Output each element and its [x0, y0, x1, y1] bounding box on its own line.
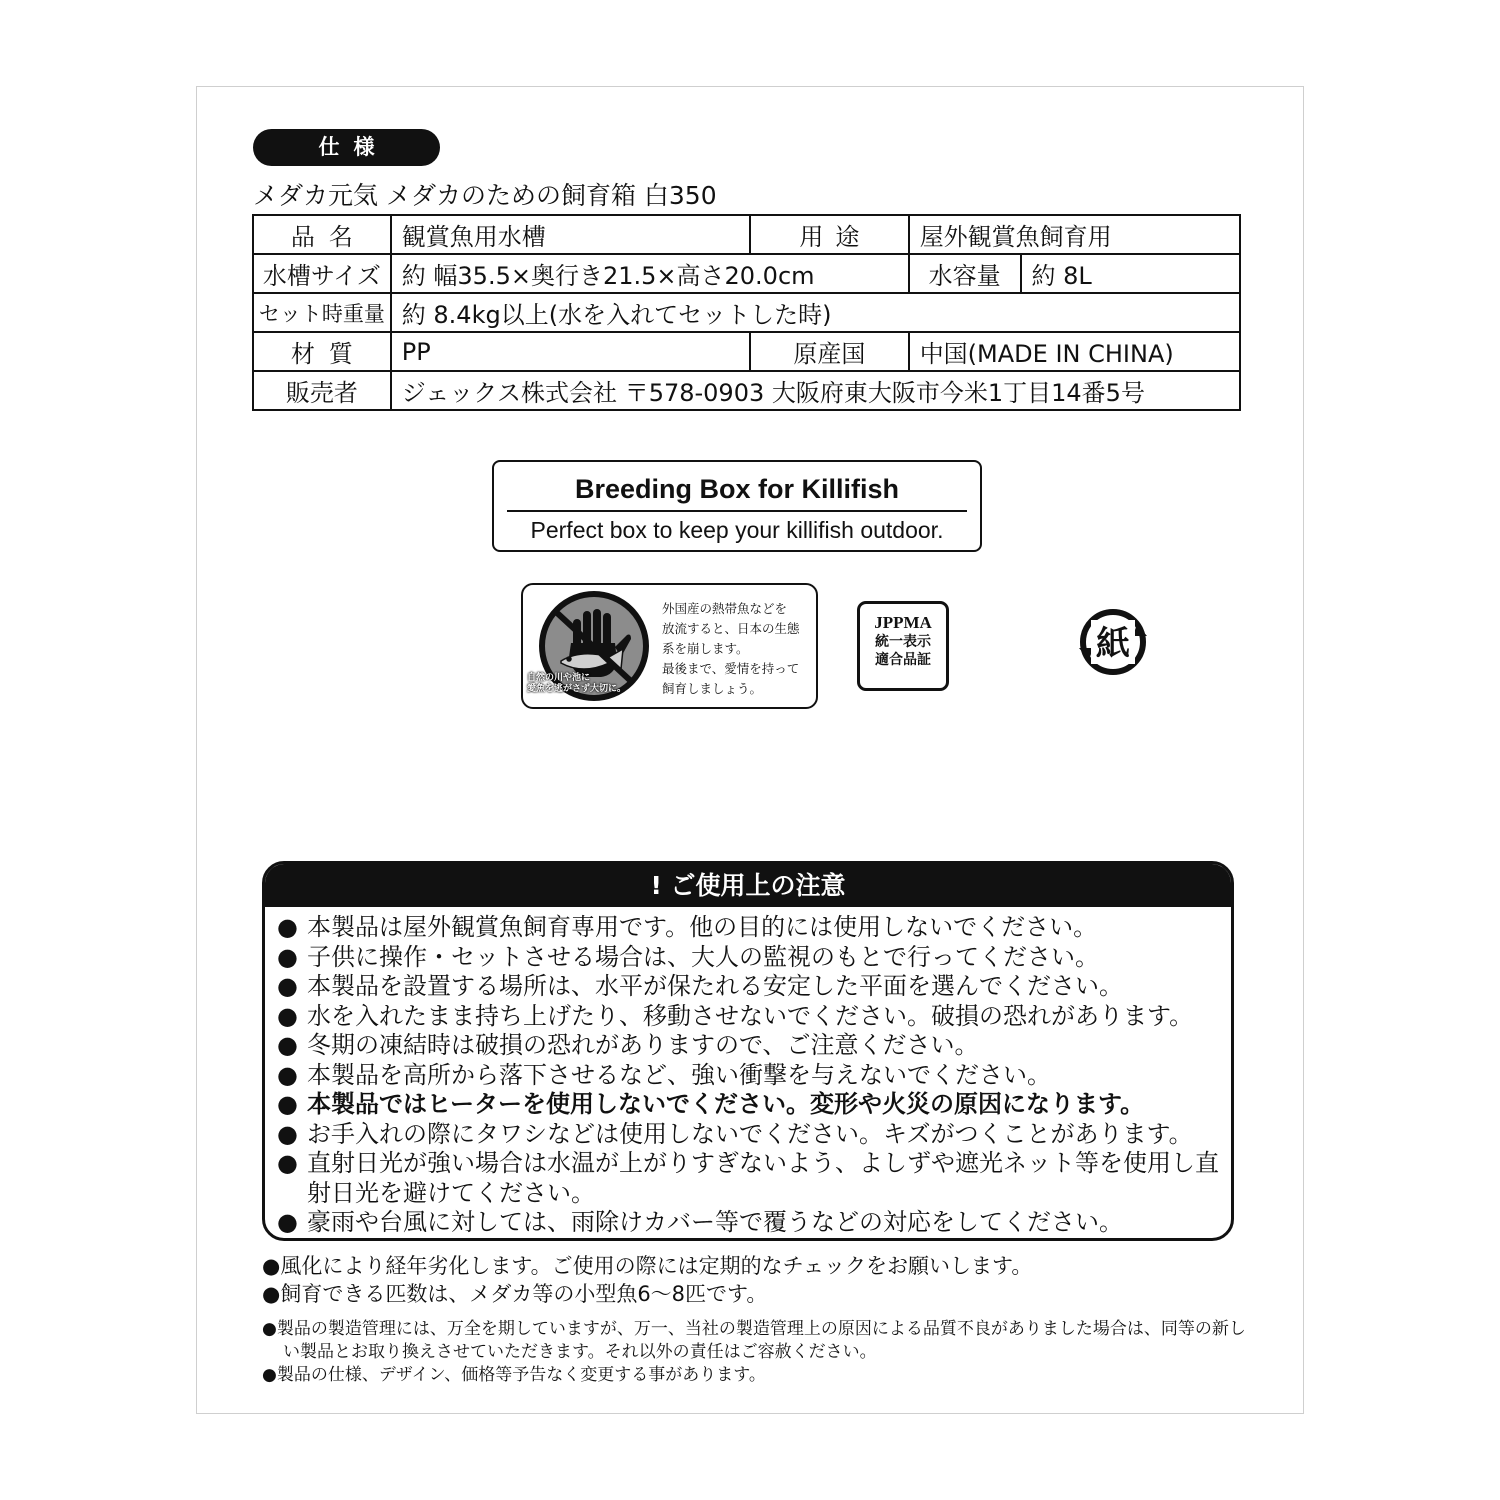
seller-value: ジェックス株式会社 〒578-0903 大阪府東大阪市今米1丁目14番5号: [391, 371, 1240, 410]
note-item: ● 風化により経年劣化します。ご使用の際には定期的なチェックをお願いします。: [262, 1252, 1032, 1280]
english-subtitle: Perfect box to keep your killifish outdoor.: [530, 517, 944, 543]
jppma-line2: 統一表示: [875, 634, 931, 650]
release-warning-mark: [521, 583, 818, 709]
note-item: ● 飼育できる匹数は、メダカ等の小型魚6〜8匹です。: [262, 1280, 1032, 1308]
product-name: メダカ元気 メダカのための飼育箱 白350: [253, 181, 717, 210]
spec-heading: 仕様: [253, 129, 440, 166]
caution-item: ● 本製品を設置する場所は、水平が保たれる安定した平面を選んでください。: [277, 972, 1231, 1002]
caution-item: ● 水を入れたまま持ち上げたり、移動させないでください。破損の恐れがあります。: [277, 1002, 1231, 1032]
jppma-certification-mark: [857, 601, 949, 691]
item-name-label: 品名: [253, 215, 391, 254]
tank-size-label: 水槽サイズ: [253, 254, 391, 293]
spec-row-item: [253, 215, 1240, 254]
caution-item: ● 本製品を高所から落下させるなど、強い衝撃を与えないでください。: [277, 1061, 1231, 1091]
caution-item: ● 直射日光が強い場合は水温が上がりすぎないよう、よしずや遮光ネット等を使用し直射日光を避けてください。: [277, 1149, 1231, 1208]
use-value: 屋外観賞魚飼育用: [909, 215, 1240, 254]
tank-size-value: 約 幅35.5×奥行き21.5×高さ20.0cm: [391, 254, 909, 293]
spec-row-weight: [253, 293, 1240, 332]
caution-item: ● 豪雨や台風に対しては、雨除けカバー等で覆うなどの対応をしてください。: [277, 1208, 1231, 1238]
fine-print-list: [262, 1318, 1252, 1387]
caution-box: [262, 861, 1234, 1241]
origin-value: 中国(MADE IN CHINA): [909, 332, 1240, 371]
seller-label: 販売者: [253, 371, 391, 410]
english-divider: [507, 510, 967, 512]
material-label: 材質: [253, 332, 391, 371]
use-label: 用途: [750, 215, 909, 254]
origin-label: 原産国: [750, 332, 909, 371]
capacity-label: 水容量: [909, 254, 1021, 293]
capacity-value: 約 8L: [1021, 254, 1240, 293]
paper-glyph: 紙: [1096, 624, 1130, 664]
spec-row-seller: [253, 371, 1240, 410]
material-value: PP: [391, 332, 750, 371]
spec-row-material: [253, 332, 1240, 371]
jppma-line3: 適合品証: [875, 652, 931, 668]
english-title: Breeding Box for Killifish: [574, 474, 900, 504]
release-warning-text: 外国産の熱帯魚などを 放流すると、日本の生態 系を崩します。 最後まで、愛情を持って 飼育しましょう。: [662, 601, 800, 696]
release-warning-caption: 自然の川や池に 愛魚を逃がさず大切に。: [527, 673, 627, 694]
set-weight-label: セット時重量: [253, 293, 391, 332]
spec-row-size: [253, 254, 1240, 293]
caution-item: ● お手入れの際にタワシなどは使用しないでください。キズがつくことがあります。: [277, 1120, 1231, 1150]
fine-print-item: ● 製品の仕様、デザイン、価格等予告なく変更する事があります。: [262, 1364, 1252, 1387]
item-name-value: 観賞魚用水槽: [391, 215, 750, 254]
caution-item: ● 冬期の凍結時は破損の恐れがありますので、ご注意ください。: [277, 1031, 1231, 1061]
caution-list: [277, 913, 1231, 1238]
caution-item: ● 子供に操作・セットさせる場合は、大人の監視のもとで行ってください。: [277, 943, 1231, 973]
note-list: [262, 1252, 1032, 1308]
english-description-box: [492, 460, 982, 552]
set-weight-value: 約 8.4kg以上(水を入れてセットした時): [391, 293, 1240, 332]
caution-title: ! ご使用上の注意: [265, 864, 1231, 907]
jppma-title: JPPMA: [874, 613, 932, 632]
caution-item: ● 本製品は屋外観賞魚飼育専用です。他の目的には使用しないでください。: [277, 913, 1231, 943]
fine-print-item: ● 製品の製造管理には、万全を期していますが、万一、当社の製造管理上の原因による品質不良がありました場合は、同等の新しい製品とお取り換えさせていただきます。それ以外の責任はご容赦ください。: [262, 1318, 1252, 1364]
spec-table: [252, 214, 1241, 411]
caution-item: ● 本製品ではヒーターを使用しないでください。変形や火災の原因になります。: [277, 1090, 1231, 1120]
paper-recycle-icon: [1077, 606, 1149, 678]
